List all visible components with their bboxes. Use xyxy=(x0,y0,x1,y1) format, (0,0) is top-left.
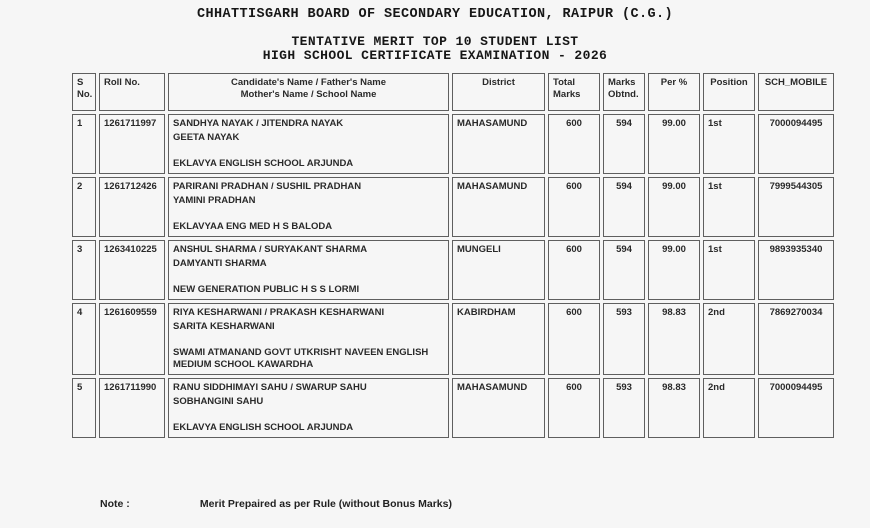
cell-sno: 4 xyxy=(72,303,96,375)
cell-total-marks: 600 xyxy=(548,378,600,438)
cell-sno: 2 xyxy=(72,177,96,237)
cell-candidate-name xyxy=(168,177,449,237)
table-header-row xyxy=(72,73,834,111)
candidate-father-name: RANU SIDDHIMAYI SAHU / SWARUP SAHU xyxy=(173,382,367,393)
cell-sno: 1 xyxy=(72,114,96,174)
note-label: Note : xyxy=(100,498,130,510)
cell-marks-obtained: 594 xyxy=(603,177,645,237)
cell-marks-obtained: 593 xyxy=(603,303,645,375)
cell-sno: 5 xyxy=(72,378,96,438)
cell-percent: 98.83 xyxy=(648,378,700,438)
cell-district: MAHASAMUND xyxy=(452,177,545,237)
cell-candidate-name xyxy=(168,114,449,174)
table-row xyxy=(72,378,834,438)
header-sch-mobile: SCH_MOBILE xyxy=(758,73,834,111)
cell-total-marks: 600 xyxy=(548,303,600,375)
cell-position: 1st xyxy=(703,240,755,300)
school-name: EKLAVYAA ENG MED H S BALODA xyxy=(173,221,333,232)
cell-percent: 99.00 xyxy=(648,114,700,174)
header-district: District xyxy=(452,73,545,111)
cell-sno: 3 xyxy=(72,240,96,300)
cell-total-marks: 600 xyxy=(548,177,600,237)
candidate-father-name: ANSHUL SHARMA / SURYAKANT SHARMA xyxy=(173,244,368,255)
candidate-father-name: RIYA KESHARWANI / PRAKASH KESHARWANI xyxy=(173,307,385,318)
cell-marks-obtained: 594 xyxy=(603,114,645,174)
cell-position: 2nd xyxy=(703,378,755,438)
table-row xyxy=(72,303,834,375)
cell-district: MUNGELI xyxy=(452,240,545,300)
table-row xyxy=(72,177,834,237)
school-name: SWAMI ATMANAND GOVT UTKRISHT NAVEEN ENGLISH MEDIUM SCHOOL KAWARDHA xyxy=(173,347,429,370)
doc-subtitle-exam-year: HIGH SCHOOL CERTIFICATE EXAMINATION - 2026 xyxy=(262,48,608,63)
cell-roll-no: 1261711997 xyxy=(99,114,165,174)
header-marks-obtained: Marks Obtnd. xyxy=(603,73,645,111)
mother-name: DAMYANTI SHARMA xyxy=(173,258,267,269)
header-roll-no: Roll No. xyxy=(99,73,165,111)
candidate-father-name: SANDHYA NAYAK / JITENDRA NAYAK xyxy=(173,118,344,129)
cell-candidate-name xyxy=(168,240,449,300)
merit-table xyxy=(69,70,837,441)
cell-sch-mobile: 7999544305 xyxy=(758,177,834,237)
candidate-father-name: PARIRANI PRADHAN / SUSHIL PRADHAN xyxy=(173,181,362,192)
cell-district: KABIRDHAM xyxy=(452,303,545,375)
school-name: EKLAVYA ENGLISH SCHOOL ARJUNDA xyxy=(173,158,354,169)
cell-position: 2nd xyxy=(703,303,755,375)
cell-roll-no: 1263410225 xyxy=(99,240,165,300)
cell-roll-no: 1261712426 xyxy=(99,177,165,237)
header-candidate-name: Candidate's Name / Father's Name Mother's Name / School Name xyxy=(168,73,449,111)
table-row xyxy=(72,240,834,300)
school-name: NEW GENERATION PUBLIC H S S LORMI xyxy=(173,284,360,295)
cell-roll-no: 1261711990 xyxy=(99,378,165,438)
cell-district: MAHASAMUND xyxy=(452,378,545,438)
cell-district: MAHASAMUND xyxy=(452,114,545,174)
cell-sch-mobile: 7869270034 xyxy=(758,303,834,375)
mother-name: SOBHANGINI SAHU xyxy=(173,396,264,407)
cell-position: 1st xyxy=(703,114,755,174)
cell-sch-mobile: 9893935340 xyxy=(758,240,834,300)
mother-name: GEETA NAYAK xyxy=(173,132,240,143)
school-name: EKLAVYA ENGLISH SCHOOL ARJUNDA xyxy=(173,422,354,433)
header-position: Position xyxy=(703,73,755,111)
note-text: Merit Prepaired as per Rule (without Bonus Marks) xyxy=(199,498,452,510)
cell-percent: 99.00 xyxy=(648,240,700,300)
cell-candidate-name xyxy=(168,303,449,375)
cell-marks-obtained: 593 xyxy=(603,378,645,438)
cell-total-marks: 600 xyxy=(548,114,600,174)
cell-percent: 98.83 xyxy=(648,303,700,375)
cell-percent: 99.00 xyxy=(648,177,700,237)
document-subtitles xyxy=(0,35,870,63)
header-sno: S No. xyxy=(72,73,96,111)
header-total-marks: Total Marks xyxy=(548,73,600,111)
cell-roll-no: 1261609559 xyxy=(99,303,165,375)
mother-name: SARITA KESHARWANI xyxy=(173,321,275,332)
cell-total-marks: 600 xyxy=(548,240,600,300)
table-row xyxy=(72,114,834,174)
cell-candidate-name xyxy=(168,378,449,438)
cell-marks-obtained: 594 xyxy=(603,240,645,300)
header-percent: Per % xyxy=(648,73,700,111)
footer-note xyxy=(100,498,452,510)
cell-position: 1st xyxy=(703,177,755,237)
cell-sch-mobile: 7000094495 xyxy=(758,378,834,438)
page-title: CHHATTISGARH BOARD OF SECONDARY EDUCATION, RAIPUR (C.G.) xyxy=(196,7,674,22)
doc-subtitle-exam-list: TENTATIVE MERIT TOP 10 STUDENT LIST xyxy=(291,34,579,49)
mother-name: YAMINI PRADHAN xyxy=(173,195,256,206)
cell-sch-mobile: 7000094495 xyxy=(758,114,834,174)
